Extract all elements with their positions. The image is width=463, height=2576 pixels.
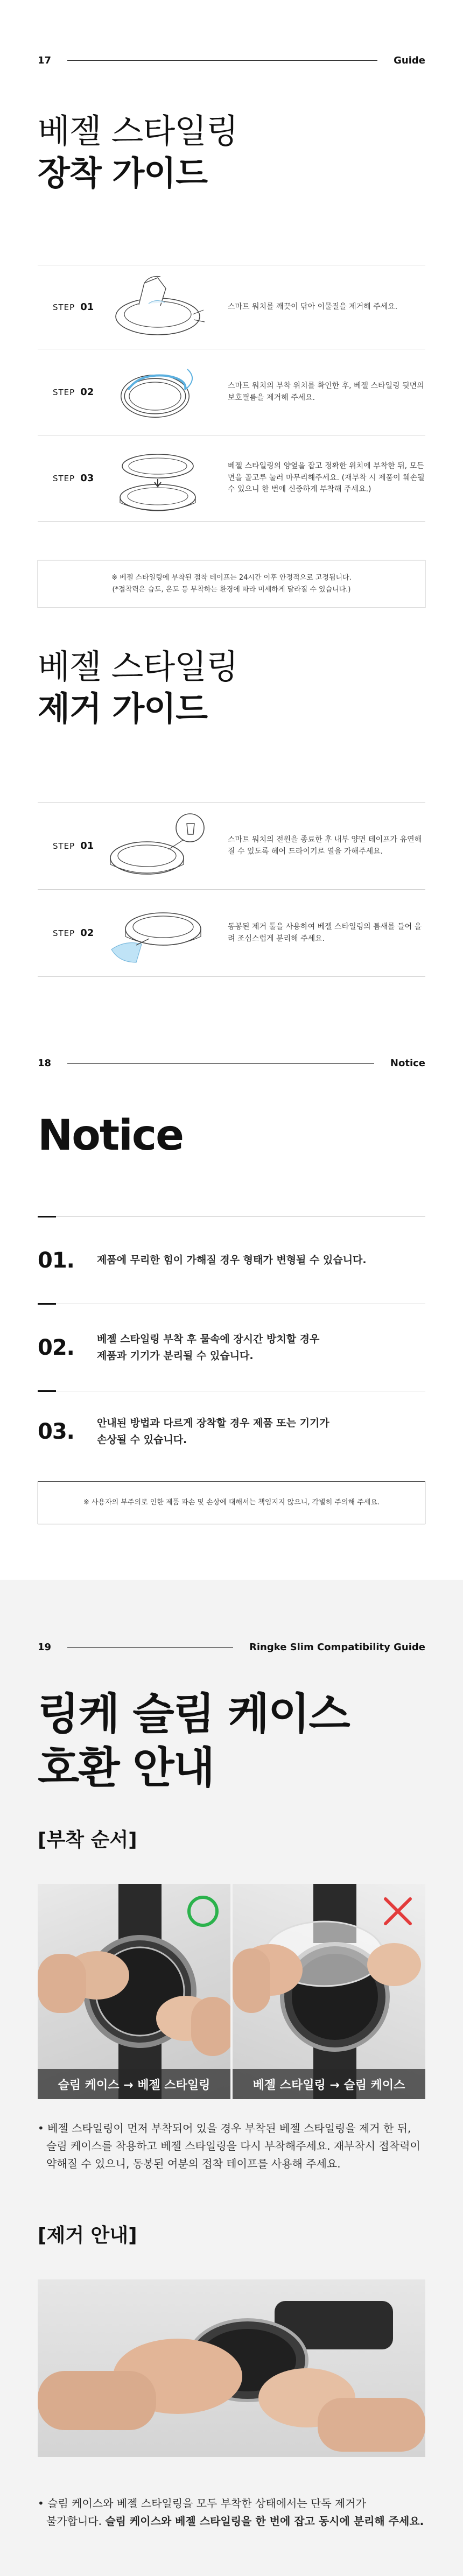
item-text-line: 손상될 수 있습니다. [97,1433,187,1446]
title-line2: 제거 가이드 [38,688,208,728]
step-illustration [97,435,218,521]
header-rule [67,1647,233,1648]
page-number: 18 [38,1057,52,1069]
bullet-text: 불가합니다. [46,2515,106,2528]
step-word: STEP [53,302,75,312]
compat-title [38,1687,349,1795]
step-label [38,301,97,313]
step-number: 02 [80,386,94,398]
item-text-line: 안내된 방법과 다르게 장착할 경우 제품 또는 기기가 [97,1417,329,1430]
install-step [38,349,425,435]
title-line2: 장착 가이드 [38,153,208,193]
item-text-line: 제품에 무리한 힘이 가해질 경우 형태가 변형될 수 있습니다. [97,1254,367,1266]
page-number: 19 [38,1641,52,1653]
compatibility-section [0,1580,463,2576]
step-illustration [97,349,218,435]
bullet-line: 약해질 수 있으니, 동봉된 여분의 접착 테이프를 사용해 주세요. [46,2157,341,2170]
removal-step [38,803,425,890]
install-guide-title [0,110,276,194]
item-text [97,1252,425,1268]
removal-step [38,890,425,977]
title-line1: 베젤 스타일링 [38,111,238,151]
removal-guide-title [0,646,276,729]
correct-order-photo [38,1884,230,2099]
bullet-line: 슬림 케이스를 착용하고 베젤 스타일링을 다시 부착해주세요. 재부착시 접착력이 [46,2139,420,2152]
step-label [38,386,97,398]
item-dash [38,1303,56,1305]
step-number: 03 [80,473,94,484]
item-dash [38,1390,56,1392]
wrong-order-caption: 베젤 스타일링 → 슬림 케이스 [233,2069,425,2099]
step-word: STEP [53,841,75,851]
attach-order-heading: [부착 순서] [38,1829,137,1851]
step-number: 02 [80,927,94,939]
item-number: 02. [38,1335,74,1360]
install-step [38,435,425,522]
page-number: 17 [38,54,52,66]
notice-item [38,1391,425,1472]
note-line: (*접착력은 습도, 온도 등 부착하는 환경에 따라 미세하게 달라질 수 있습니다.) [112,586,351,594]
step-text: 스마트 워치의 전원을 종료한 후 내부 양면 테이프가 유연해질 수 있도록 헤어 드라이기로 열을 가해주세요. [228,835,422,856]
item-text-line: 베젤 스타일링 부착 후 물속에 장시간 방치할 경우 [97,1333,320,1346]
header-rule [67,60,377,61]
step-text: 스마트 워치의 부착 위치를 확인한 후, 베젤 스타일링 뒷면의 보호필름을 제거해 주세요. [228,381,424,402]
bezel-attach-icon [107,444,209,513]
note-line: ※ 베젤 스타일링에 부착된 점착 테이프는 24시간 이후 안정적으로 고정됩니다. [111,574,352,582]
section-title: Guide [394,54,425,66]
removal-photo [38,2279,425,2457]
page19-header [0,1639,463,1655]
bullet-line: • 베젤 스타일링이 먼저 부착되어 있을 경우 부착된 베젤 스타일링을 제거 한 뒤, [38,2122,411,2135]
notice-note: ※ 사용자의 부주의로 인한 제품 파손 및 손상에 대해서는 책임지지 않으니, 각별히 주의해 주세요. [38,1481,425,1524]
header-rule [67,1063,374,1064]
title-line1: 베젤 스타일링 [38,647,238,686]
title-line2: 호환 안내 [38,1743,214,1793]
step-number: 01 [80,840,94,851]
step-text: 스마트 워치를 깨끗이 닦아 이물질을 제거해 주세요. [228,302,398,311]
install-note [38,560,425,608]
install-step [38,265,425,349]
correct-order-caption: 슬림 케이스 → 베젤 스타일링 [38,2069,230,2099]
notice-list [38,1216,425,1472]
removal-tool-icon [104,896,212,971]
page17-header [0,52,463,68]
removal-hands-image [38,2279,425,2457]
step-text: 동봉된 제거 툴을 사용하여 베젤 스타일링의 틈새를 들어 올려 조심스럽게 분리해 주세요. [228,922,422,943]
notice-item [38,1216,425,1304]
bezel-film-icon [107,357,209,427]
section-title: Ringke Slim Compatibility Guide [249,1641,425,1653]
power-off-icon [104,808,212,884]
step-illustration [97,890,218,976]
step-word: STEP [53,474,75,483]
watch-clean-icon [107,272,209,342]
removal-steps [38,802,425,977]
removal-heading: [제거 안내] [38,2225,137,2247]
step-label [38,473,97,484]
item-text-line: 제품과 기기가 분리될 수 있습니다. [97,1349,254,1362]
notice-title: Notice [38,1111,184,1160]
install-steps [38,265,425,522]
page18-header [0,1055,463,1071]
item-text [97,1331,425,1364]
check-circle-icon [186,1895,220,1928]
removal-note [38,2495,436,2530]
notice-item [38,1304,425,1391]
bullet-emphasis: 슬림 케이스와 베젤 스타일링을 한 번에 잡고 동시에 분리해 주세요. [105,2515,424,2528]
section-title: Notice [390,1057,425,1069]
step-word: STEP [53,388,75,397]
step-label [38,840,97,851]
item-dash [38,1216,56,1217]
step-label [38,927,97,939]
item-number: 01. [38,1248,74,1273]
step-illustration [97,803,218,889]
title-line1: 링케 슬림 케이스 [38,1689,349,1739]
item-number: 03. [38,1419,74,1444]
item-text [97,1415,425,1448]
step-illustration [97,265,218,349]
step-number: 01 [80,301,94,313]
bullet-line [38,2512,436,2530]
attach-note [38,2120,431,2173]
wrong-order-photo [233,1884,425,2099]
step-word: STEP [53,928,75,938]
step-text: 베젤 스타일링의 양옆을 잡고 정확한 위치에 부착한 뒤, 모든 면을 골고루 눌러 마무리해주세요. (재부착 시 제품이 훼손될 수 있으니 한 번에 신중하게 부착해 주세요.) [228,461,425,494]
bullet-line: • 슬림 케이스와 베젤 스타일링을 모두 부착한 상태에서는 단독 제거가 [38,2497,366,2510]
cross-icon [381,1895,415,1928]
